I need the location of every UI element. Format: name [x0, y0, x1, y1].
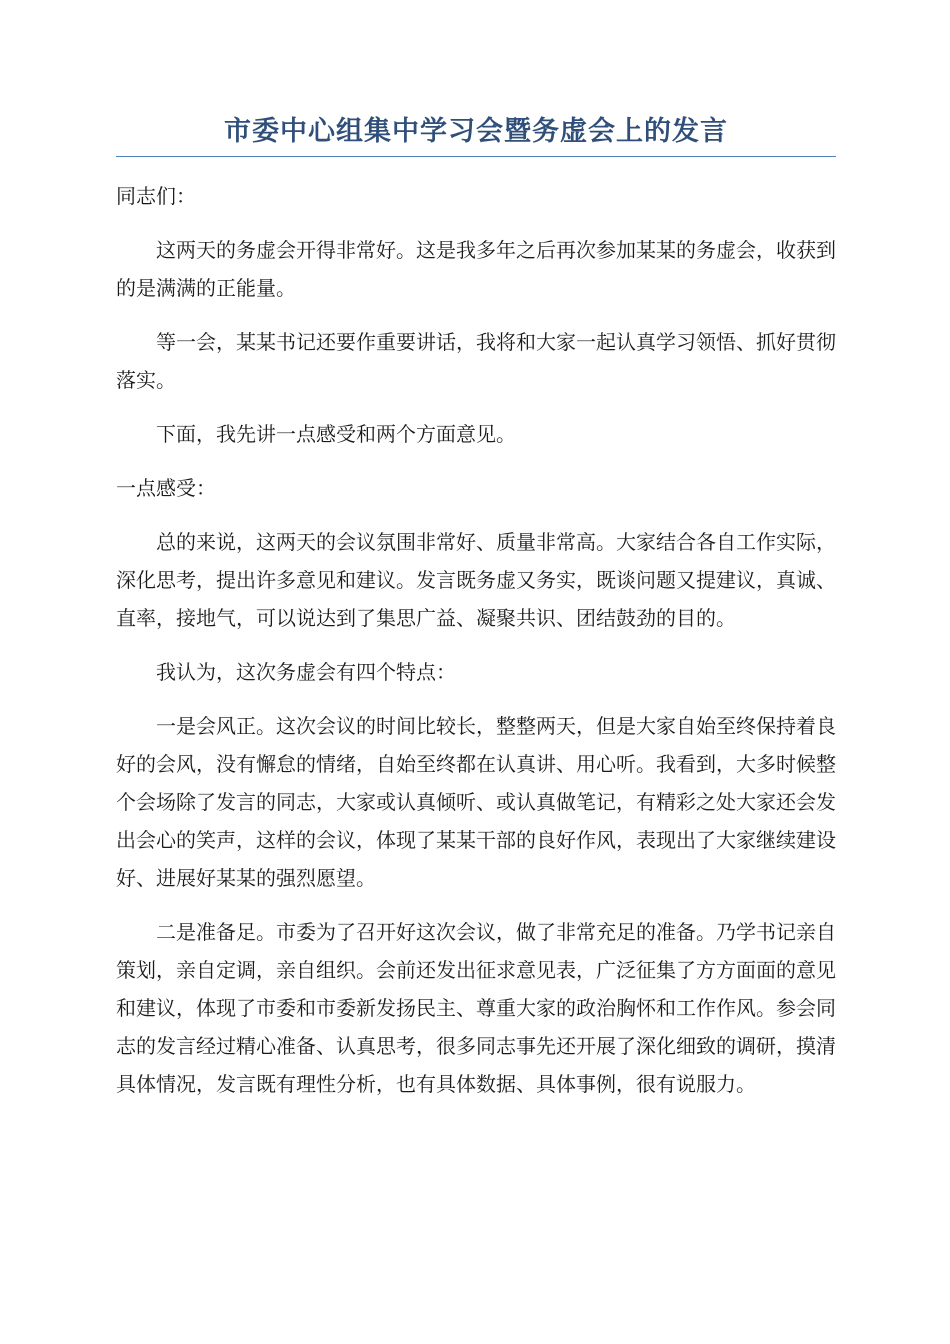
- document-page: [116, 110, 836, 1119]
- document-body: [116, 177, 836, 1103]
- document-title: 市委中心组集中学习会暨务虚会上的发言: [116, 110, 836, 157]
- paragraph: 等一会，某某书记还要作重要讲话，我将和大家一起认真学习领悟、抓好贯彻落实。: [116, 330, 836, 392]
- paragraph: 这两天的务虚会开得非常好。这是我多年之后再次参加某某的务虚会，收获到的是满满的正能量。: [116, 238, 836, 300]
- paragraph: 下面，我先讲一点感受和两个方面意见。: [156, 422, 516, 446]
- paragraph: 我认为，这次务虚会有四个特点：: [156, 660, 456, 684]
- paragraph: 总的来说，这两天的会议氛围非常好、质量非常高。大家结合各自工作实际，深化思考，提出许多意见和建议。发言既务虚又务实，既谈问题又提建议，真诚、直率，接地气，可以说达到了集思广益、凝聚共识、团结鼓劲的目的。: [116, 530, 836, 630]
- paragraph: 一是会风正。这次会议的时间比较长，整整两天，但是大家自始至终保持着良好的会风，没有懈怠的情绪，自始至终都在认真讲、用心听。我看到，大多时候整个会场除了发言的同志，大家或认真倾听、或认真做笔记，有精彩之处大家还会发出会心的笑声，这样的会议，体现了某某干部的良好作风，表现出了大家继续建设好、进展好某某的强烈愿望。: [116, 714, 836, 890]
- section-heading: 一点感受：: [116, 476, 216, 500]
- paragraph: 二是准备足。市委为了召开好这次会议，做了非常充足的准备。乃学书记亲自策划，亲自定调，亲自组织。会前还发出征求意见表，广泛征集了方方面面的意见和建议，体现了市委和市委新发扬民主、尊重大家的政治胸怀和工作作风。参会同志的发言经过精心准备、认真思考，很多同志事先还开展了深化细致的调研，摸清具体情况，发言既有理性分析，也有具体数据、具体事例，很有说服力。: [116, 920, 836, 1096]
- paragraph: 同志们：: [116, 184, 196, 208]
